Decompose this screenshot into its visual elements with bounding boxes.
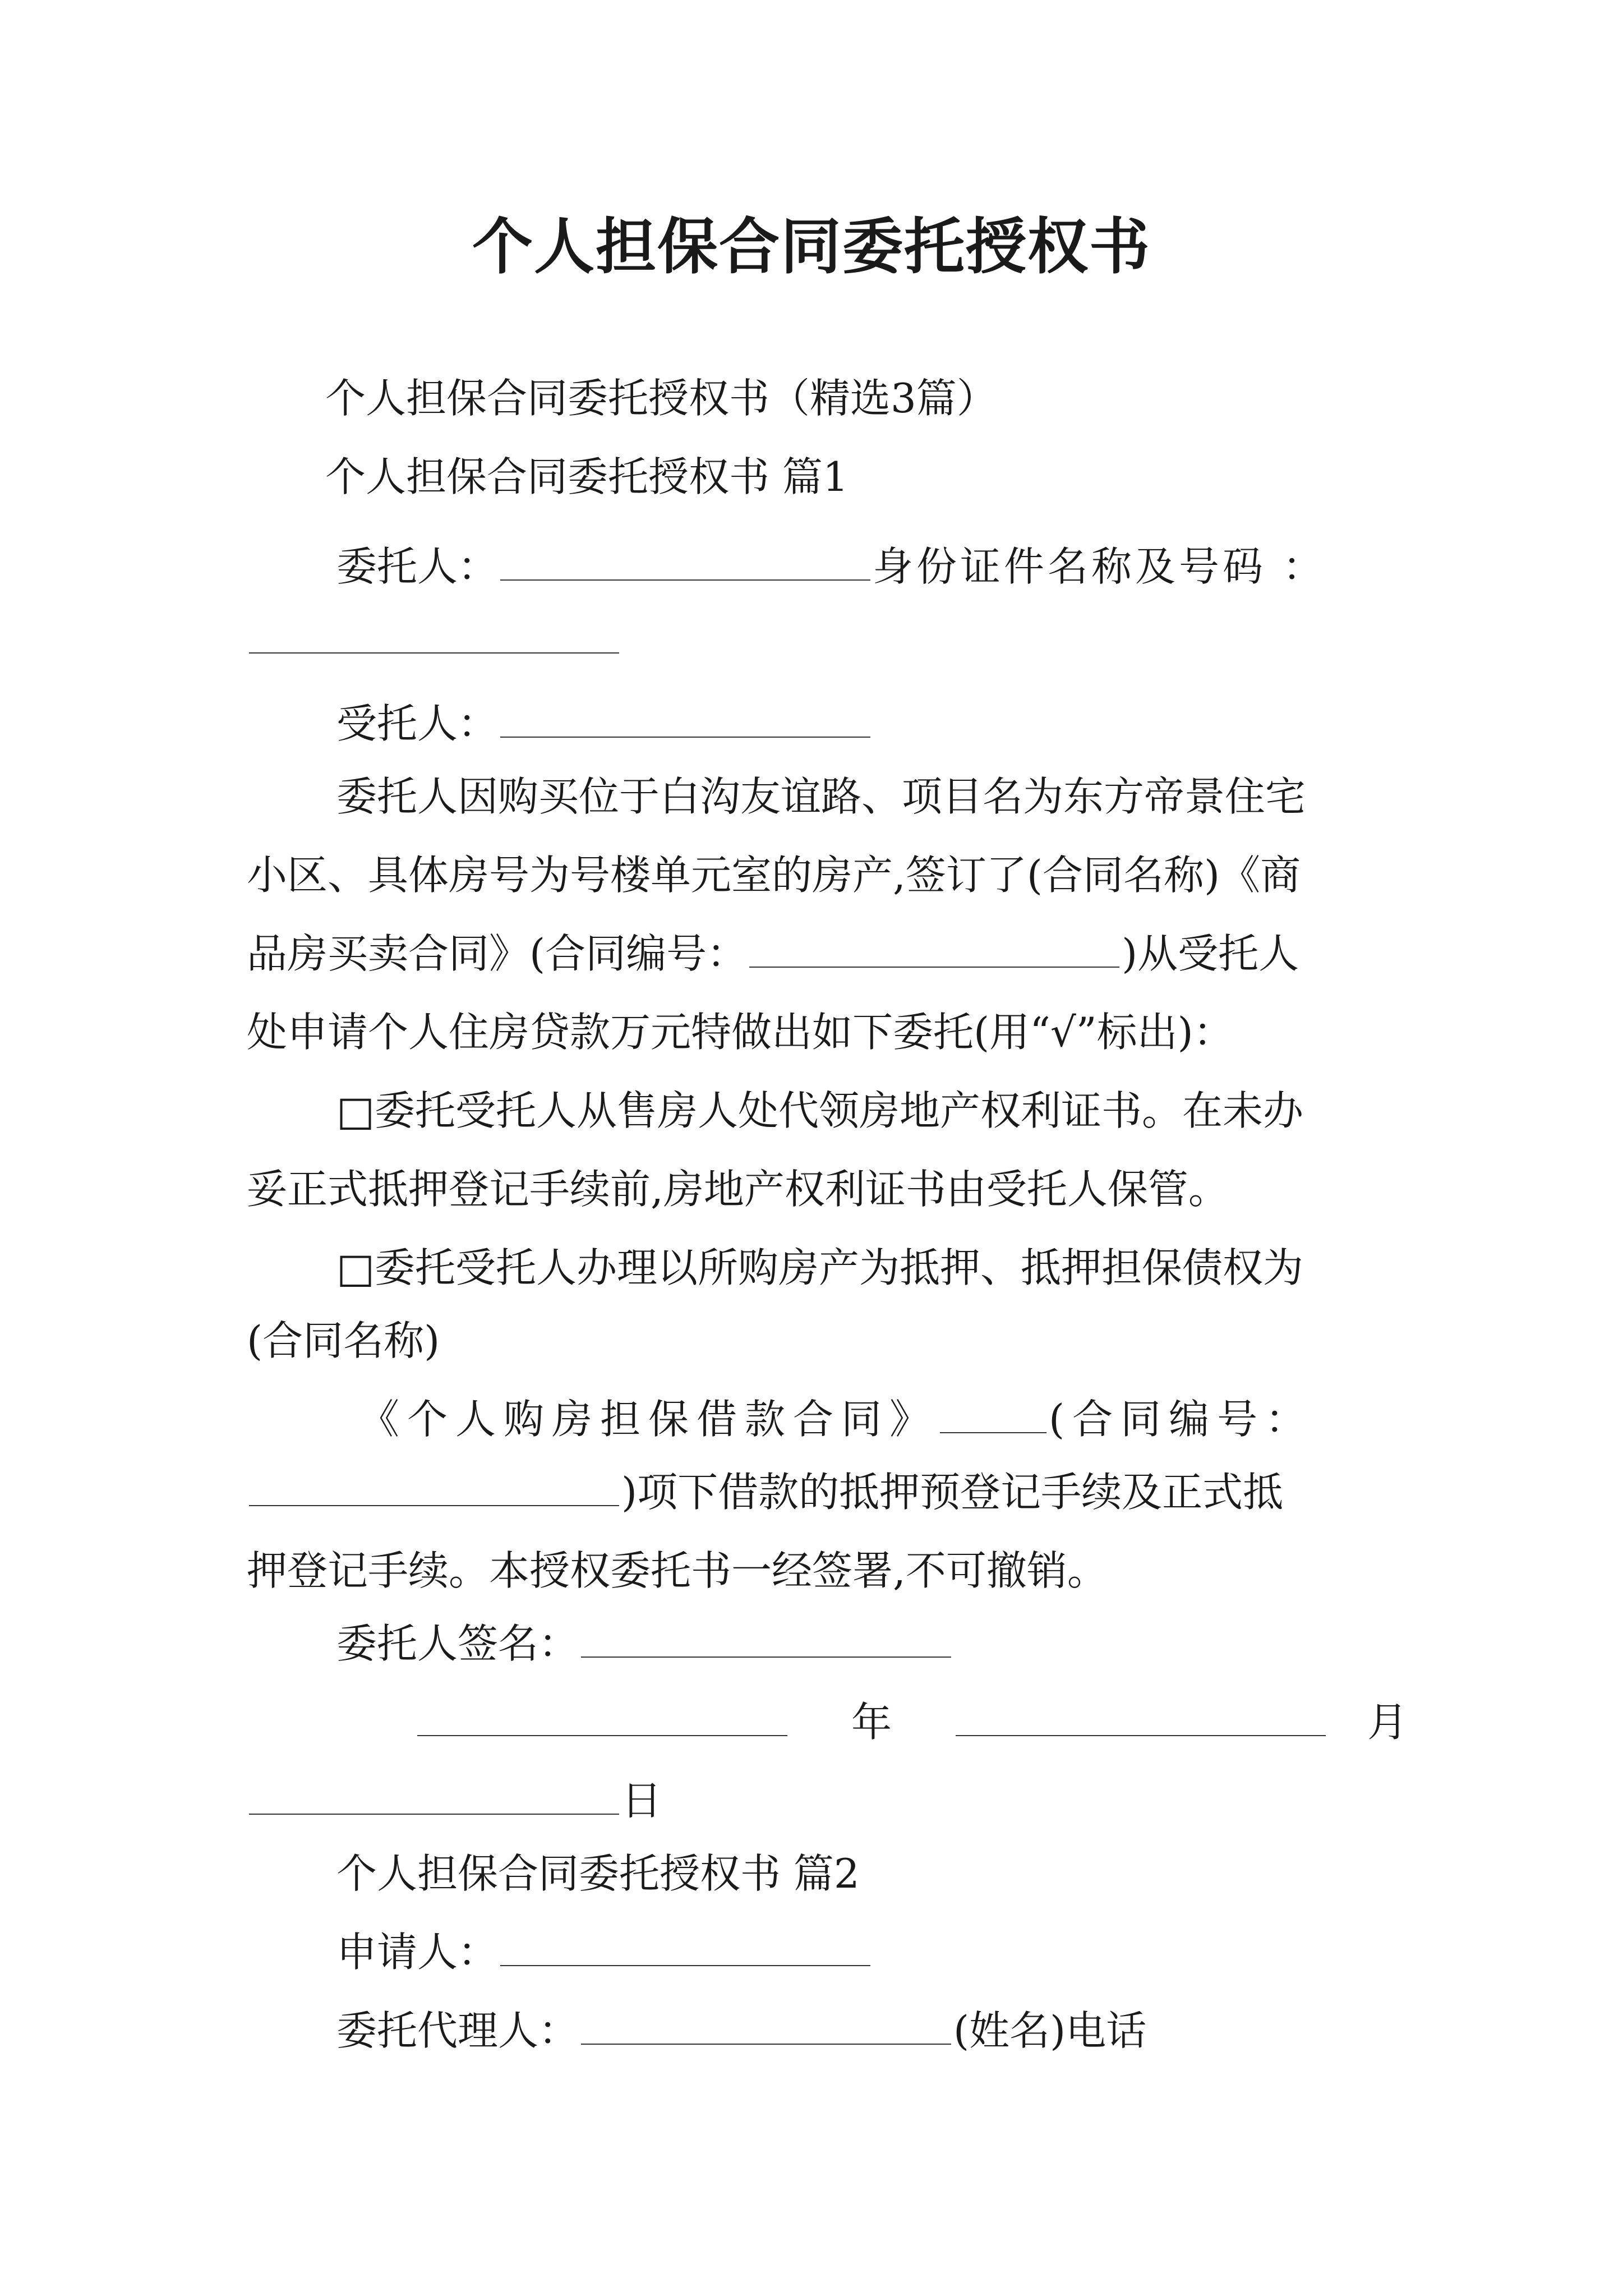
- trustee-label: 受托人：: [336, 700, 499, 747]
- contract-line2-text: )项下借款的抵押预登记手续及正式抵: [621, 1469, 1284, 1516]
- id-label: 身份证件名称及号码 ：: [873, 543, 1326, 590]
- agent-suffix: (姓名)电话: [953, 2007, 1147, 2054]
- contract-number-blank: [749, 926, 1119, 968]
- option2-line2: (合同名称): [247, 1317, 440, 1364]
- option2-line1: □委托受托人办理以所购房产为抵押、抵押担保债权为: [336, 1244, 1304, 1291]
- option1-line2: 妥正式抵押登记手续前,房地产权利证书由受托人保管。: [247, 1166, 1229, 1213]
- contract-row: [359, 1391, 1313, 1447]
- para1-line2: 小区、具体房号为号楼单元室的房产,签订了(合同名称)《商: [247, 852, 1301, 899]
- year-blank: [417, 1695, 787, 1736]
- agent-row: [336, 2003, 1146, 2059]
- applicant-row: [336, 1924, 873, 1980]
- entrustor-blank: [500, 539, 870, 581]
- para1-line1: 委托人因购买位于白沟友谊路、项目名为东方帝景住宅: [336, 773, 1306, 820]
- option1-line1: □委托受托人从售房人处代领房地产权利证书。在未办: [336, 1087, 1304, 1134]
- para1-line4: 处申请个人住房贷款万元特做出如下委托(用“√”标出)：: [247, 1009, 1234, 1056]
- day-blank: [249, 1773, 619, 1815]
- applicant-blank: [500, 1925, 870, 1966]
- id-blank: [249, 612, 619, 654]
- year-label: 年: [851, 1699, 892, 1746]
- applicant-label: 申请人：: [336, 1929, 499, 1976]
- day-label: 日: [621, 1777, 662, 1824]
- contract-row3: 押登记手续。本授权委托书一经签署,不可撤销。: [247, 1547, 1108, 1594]
- signature-row: [336, 1616, 953, 1672]
- contract-name: 《个人购房担保借款合同》: [359, 1396, 938, 1443]
- contract-row2: [247, 1464, 1283, 1520]
- entrustor-label: 委托人：: [336, 543, 499, 590]
- document-subtitle: 个人担保合同委托授权书（精选3篇）: [325, 375, 997, 422]
- contract-number-blank-2: [249, 1465, 619, 1506]
- day-row: [247, 1773, 662, 1829]
- agent-label: 委托代理人：: [336, 2007, 579, 2054]
- part2-heading: 个人担保合同委托授权书 篇2: [336, 1850, 860, 1897]
- para1-line3: [247, 926, 1299, 982]
- id-blank-row: [247, 611, 621, 668]
- contract-short-blank: [940, 1392, 1046, 1433]
- month-blank: [956, 1695, 1326, 1736]
- entrustor-row: [336, 539, 1326, 595]
- trustee-blank: [500, 696, 870, 738]
- agent-blank: [581, 2003, 951, 2045]
- month-label: 月: [1367, 1699, 1408, 1746]
- date-row: [415, 1694, 1408, 1750]
- contract-number-label: (合同编号：: [1049, 1396, 1314, 1443]
- signature-label: 委托人签名：: [336, 1620, 579, 1667]
- para1-line3-b: )从受托人: [1122, 930, 1299, 977]
- para1-line3-a: 品房买卖合同》(合同编号：: [247, 930, 748, 977]
- part1-heading: 个人担保合同委托授权书 篇1: [325, 453, 849, 500]
- document-title: 个人担保合同委托授权书: [472, 211, 1151, 282]
- signature-blank: [581, 1616, 951, 1658]
- trustee-row: [336, 696, 873, 752]
